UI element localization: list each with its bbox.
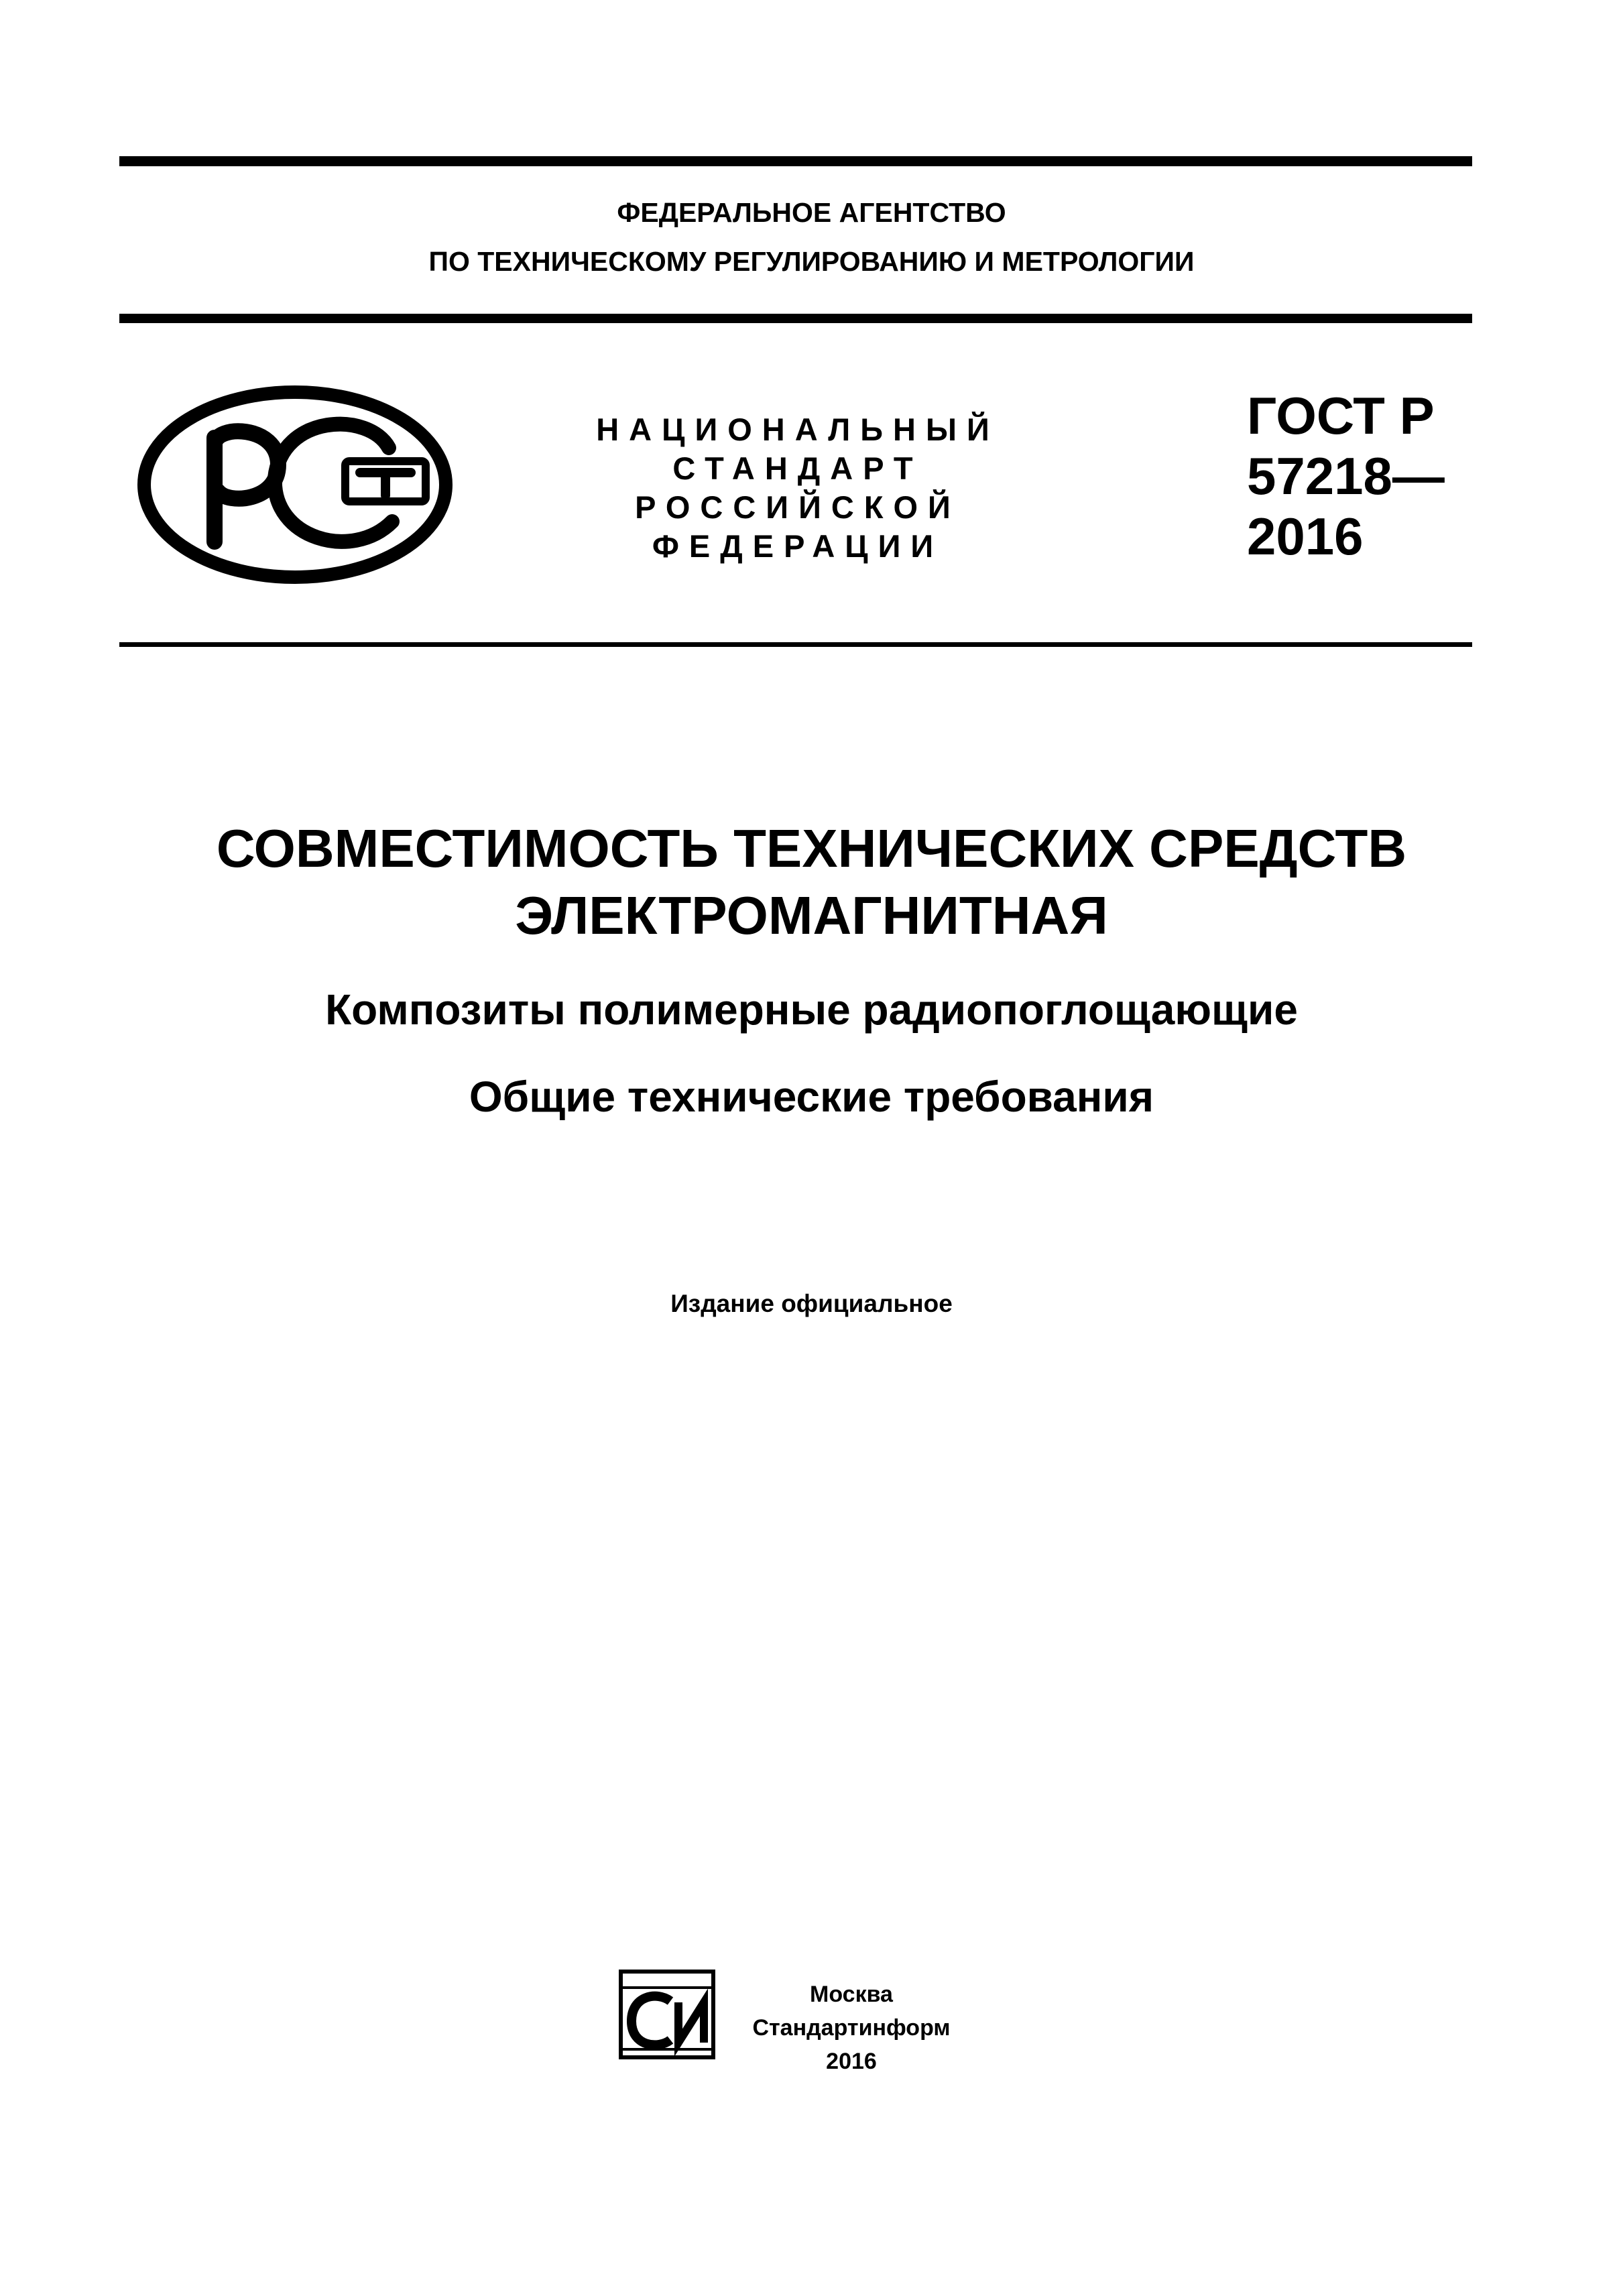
agency-line-2: ПО ТЕХНИЧЕСКОМУ РЕГУЛИРОВАНИЮ И МЕТРОЛОГИИ bbox=[428, 246, 1195, 277]
gost-logo-icon bbox=[137, 384, 453, 585]
national-standard-label bbox=[550, 410, 1046, 566]
agency-line-1: ФЕДЕРАЛЬНОЕ АГЕНТСТВО bbox=[617, 197, 1006, 228]
top-rule bbox=[119, 156, 1472, 166]
gost-number-line-2: 57218— bbox=[1247, 446, 1445, 505]
main-title-line-2: ЭЛЕКТРОМАГНИТНАЯ bbox=[515, 886, 1108, 945]
national-line-4: ФЕДЕРАЦИИ bbox=[652, 528, 944, 564]
national-line-3: РОССИЙСКОЙ bbox=[635, 489, 961, 525]
main-title-line-1: СОВМЕСТИМОСТЬ ТЕХНИЧЕСКИХ СРЕДСТВ bbox=[216, 819, 1407, 878]
gost-number bbox=[1247, 385, 1445, 566]
publisher-logo-icon bbox=[617, 1968, 717, 2061]
subtitle-line-1: Композиты полимерные радиопоглощающие bbox=[325, 985, 1298, 1034]
subtitle-line-2: Общие технические требования bbox=[469, 1073, 1154, 1121]
edition-label: Издание официальное bbox=[670, 1290, 953, 1317]
standard-rule bbox=[119, 642, 1472, 647]
imprint-year: 2016 bbox=[826, 2049, 877, 2074]
national-line-1: НАЦИОНАЛЬНЫЙ bbox=[596, 412, 1000, 447]
imprint-publisher: Стандартинформ bbox=[752, 2015, 951, 2041]
gost-number-line-1: ГОСТ Р bbox=[1247, 386, 1435, 445]
gost-number-line-3: 2016 bbox=[1247, 507, 1364, 566]
imprint-city: Москва bbox=[810, 1982, 893, 2007]
national-line-2: СТАНДАРТ bbox=[672, 450, 923, 486]
header-rule bbox=[119, 314, 1472, 323]
